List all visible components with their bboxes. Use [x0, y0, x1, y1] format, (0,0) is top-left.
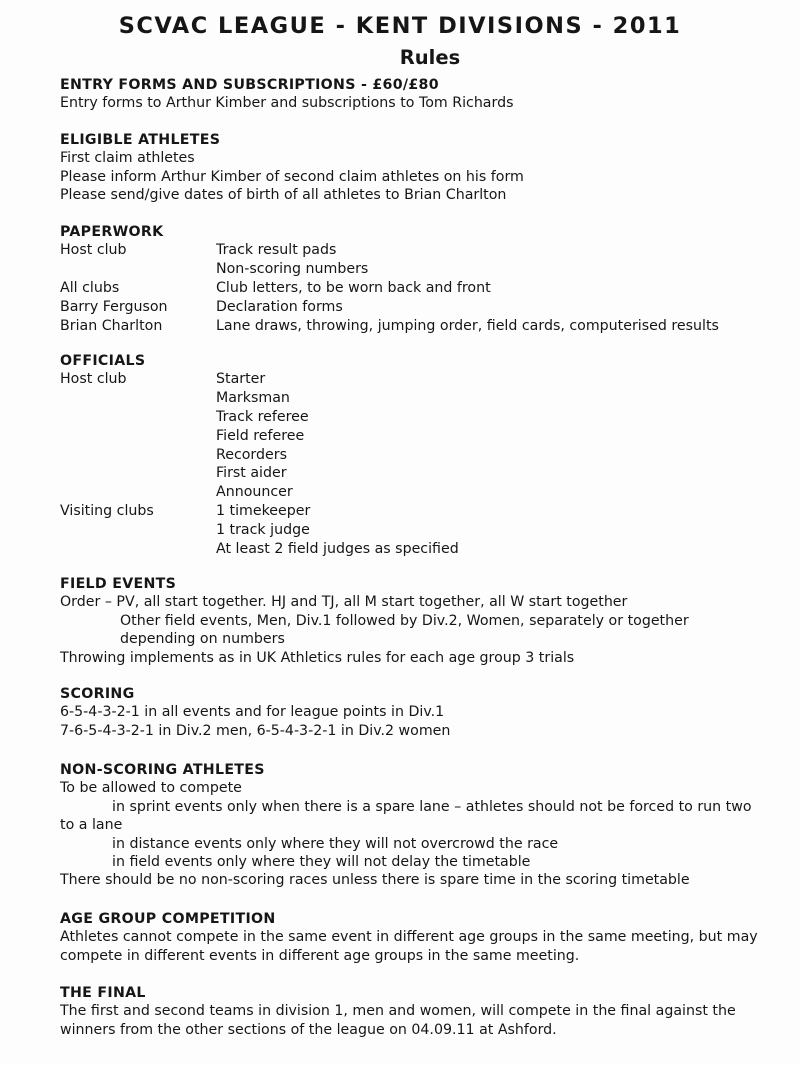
officials-row	[60, 370, 790, 389]
officials-row	[60, 389, 790, 408]
officials-label: Host club	[60, 371, 127, 388]
paperwork-heading: PAPERWORK	[60, 224, 164, 240]
entry-section	[60, 76, 790, 113]
officials-row	[60, 540, 790, 559]
non-scoring-heading: NON-SCORING ATHLETES	[60, 762, 265, 778]
non-scoring-field: in field events only where they will not delay the timetable	[112, 854, 531, 871]
non-scoring-closing: There should be no non-scoring races unless there is spare time in the scoring timetable	[60, 872, 690, 889]
field-events-section	[60, 575, 790, 667]
document-subtitle: Rules	[399, 46, 461, 69]
non-scoring-distance: in distance events only where they will not overcrowd the race	[112, 835, 559, 852]
non-scoring-section	[60, 761, 790, 890]
officials-heading: OFFICIALS	[60, 353, 146, 369]
non-scoring-sprint: in sprint events only when there is a spare lane – athletes should not be forced to run two	[112, 798, 752, 815]
scoring-heading: SCORING	[60, 686, 135, 702]
paperwork-row	[60, 260, 790, 279]
scoring-line: 7-6-5-4-3-2-1 in Div.2 men, 6-5-4-3-2-1 in Div.2 women	[60, 722, 451, 739]
officials-value: Track referee	[216, 409, 309, 425]
officials-row	[60, 521, 790, 540]
field-events-other-cont: depending on numbers	[120, 631, 285, 648]
eligible-heading: ELIGIBLE ATHLETES	[60, 132, 221, 148]
officials-value: Announcer	[216, 484, 293, 501]
paperwork-row	[60, 279, 790, 298]
officials-row	[60, 502, 790, 521]
age-group-line: Athletes cannot compete in the same event in different age groups in the same meeting, but may	[60, 929, 758, 946]
officials-row	[60, 464, 790, 483]
field-events-throwing: Throwing implements as in UK Athletics rules for each age group 3 trials	[60, 649, 575, 666]
officials-row	[60, 483, 790, 502]
paperwork-section	[60, 223, 790, 335]
officials-value: 1 timekeeper	[216, 502, 311, 519]
officials-row	[60, 408, 790, 427]
officials-value: Field referee	[216, 427, 305, 444]
officials-value: Marksman	[216, 390, 290, 407]
age-group-section	[60, 910, 790, 965]
final-heading: THE FINAL	[60, 985, 146, 1001]
eligible-line: Please send/give dates of birth of all athletes to Brian Charlton	[60, 187, 507, 204]
final-section	[60, 984, 790, 1039]
scoring-line: 6-5-4-3-2-1 in all events and for league points in Div.1	[60, 704, 445, 721]
entry-line: Entry forms to Arthur Kimber and subscriptions to Tom Richards	[60, 95, 514, 112]
officials-value: Recorders	[216, 446, 287, 463]
paperwork-value: Track result pads	[216, 242, 337, 259]
officials-section	[60, 352, 790, 558]
eligible-line: Please inform Arthur Kimber of second claim athletes on his form	[60, 168, 524, 185]
age-group-heading: AGE GROUP COMPETITION	[60, 911, 276, 927]
officials-label: Visiting clubs	[60, 502, 154, 519]
field-events-other: Other field events, Men, Div.1 followed by Div.2, Women, separately or together	[120, 612, 689, 629]
officials-value: Starter	[216, 371, 266, 388]
paperwork-label: Barry Ferguson	[60, 298, 168, 315]
officials-value: First aider	[216, 465, 287, 482]
field-events-order: Order – PV, all start together. HJ and TJ, all M start together, all W start together	[60, 594, 628, 611]
paperwork-value: Declaration forms	[216, 298, 343, 315]
eligible-section	[60, 131, 790, 205]
scoring-section	[60, 685, 790, 740]
officials-row	[60, 446, 790, 465]
non-scoring-intro: To be allowed to compete	[60, 780, 242, 797]
paperwork-value: Club letters, to be worn back and front	[216, 280, 491, 296]
paperwork-row	[60, 298, 790, 317]
field-events-heading: FIELD EVENTS	[60, 576, 177, 592]
final-line: winners from the other sections of the league on 04.09.11 at Ashford.	[60, 1021, 557, 1038]
age-group-line: compete in different events in different age groups in the same meeting.	[60, 947, 580, 964]
paperwork-label: All clubs	[60, 280, 120, 296]
document-title: SCVAC LEAGUE - KENT DIVISIONS - 2011	[118, 13, 682, 39]
officials-value: 1 track judge	[216, 521, 310, 538]
paperwork-row	[60, 317, 790, 336]
paperwork-row	[60, 241, 790, 260]
paperwork-label: Host club	[60, 242, 127, 259]
officials-value: At least 2 field judges as specified	[216, 540, 459, 557]
eligible-line: First claim athletes	[60, 150, 195, 167]
paperwork-value: Lane draws, throwing, jumping order, field cards, computerised results	[216, 317, 719, 334]
final-line: The first and second teams in division 1, men and women, will compete in the final against the	[60, 1003, 736, 1020]
officials-row	[60, 427, 790, 446]
entry-heading: ENTRY FORMS AND SUBSCRIPTIONS - £60/£80	[60, 77, 439, 93]
non-scoring-sprint-cont: to a lane	[60, 817, 123, 834]
paperwork-label: Brian Charlton	[60, 317, 163, 334]
paperwork-value: Non-scoring numbers	[216, 261, 369, 278]
